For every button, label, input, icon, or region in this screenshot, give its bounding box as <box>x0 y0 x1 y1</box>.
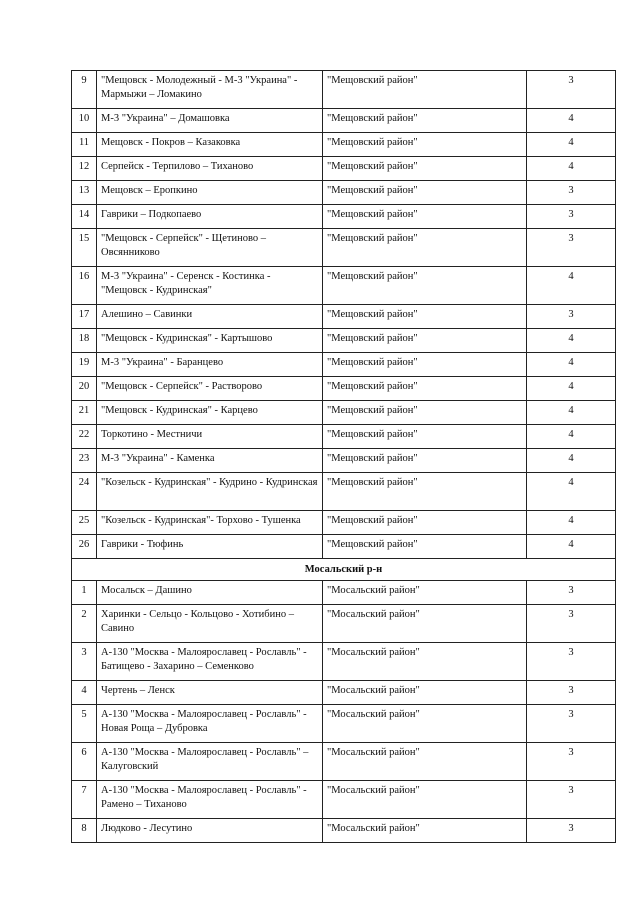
road-category: 3 <box>527 743 616 781</box>
row-number: 4 <box>72 681 97 705</box>
table-body-mosalsk <box>72 581 616 843</box>
table-row <box>72 401 616 425</box>
road-category: 4 <box>527 267 616 305</box>
district-name: "Мещовский район" <box>323 305 527 329</box>
road-category: 4 <box>527 511 616 535</box>
row-number: 25 <box>72 511 97 535</box>
section-title: Мосальский р-н <box>72 559 616 581</box>
road-category: 4 <box>527 329 616 353</box>
road-category: 3 <box>527 681 616 705</box>
table-row <box>72 605 616 643</box>
table-row <box>72 181 616 205</box>
road-category: 3 <box>527 819 616 843</box>
road-name: Мещовск – Еропкино <box>97 181 323 205</box>
row-number: 15 <box>72 229 97 267</box>
row-number: 5 <box>72 705 97 743</box>
table-row <box>72 205 616 229</box>
row-number: 14 <box>72 205 97 229</box>
road-name: М-3 "Украина" - Каменка <box>97 449 323 473</box>
district-name: "Мещовский район" <box>323 267 527 305</box>
row-number: 26 <box>72 535 97 559</box>
district-name: "Мещовский район" <box>323 157 527 181</box>
table-row <box>72 229 616 267</box>
road-name: М-3 "Украина" - Баранцево <box>97 353 323 377</box>
table-row <box>72 819 616 843</box>
table-row <box>72 473 616 511</box>
road-name: Харинки - Сельцо - Кольцово - Хотибино – Савино <box>97 605 323 643</box>
table-body-meshchovsk <box>72 71 616 559</box>
row-number: 2 <box>72 605 97 643</box>
row-number: 18 <box>72 329 97 353</box>
road-category: 3 <box>527 643 616 681</box>
road-category: 3 <box>527 305 616 329</box>
district-name: "Мещовский район" <box>323 449 527 473</box>
table-row <box>72 267 616 305</box>
district-name: "Мосальский район" <box>323 581 527 605</box>
road-category: 4 <box>527 449 616 473</box>
table-row <box>72 743 616 781</box>
road-name: Алешино – Савинки <box>97 305 323 329</box>
road-name: Людково - Лесутино <box>97 819 323 843</box>
row-number: 20 <box>72 377 97 401</box>
district-name: "Мосальский район" <box>323 643 527 681</box>
road-name: А-130 "Москва - Малоярославец - Рославль" - Новая Роща – Дубровка <box>97 705 323 743</box>
table-row <box>72 377 616 401</box>
road-category: 4 <box>527 377 616 401</box>
road-category: 3 <box>527 705 616 743</box>
roads-table <box>71 70 616 843</box>
road-name: Гаврики - Тюфинь <box>97 535 323 559</box>
district-name: "Мещовский район" <box>323 133 527 157</box>
row-number: 8 <box>72 819 97 843</box>
row-number: 11 <box>72 133 97 157</box>
road-name: "Мещовск - Молодежный - М-3 "Украина" - Мармыжи – Ломакино <box>97 71 323 109</box>
row-number: 21 <box>72 401 97 425</box>
road-name: "Мещовск - Серпейск" - Растворово <box>97 377 323 401</box>
table-row <box>72 705 616 743</box>
row-number: 9 <box>72 71 97 109</box>
road-name: А-130 "Москва - Малоярославец - Рославль" - Батищево - Захарино – Семенково <box>97 643 323 681</box>
road-name: Чертень – Ленск <box>97 681 323 705</box>
table-row <box>72 71 616 109</box>
road-category: 3 <box>527 205 616 229</box>
district-name: "Мещовский район" <box>323 473 527 511</box>
table-row <box>72 329 616 353</box>
row-number: 19 <box>72 353 97 377</box>
row-number: 23 <box>72 449 97 473</box>
row-number: 6 <box>72 743 97 781</box>
table-row <box>72 581 616 605</box>
road-category: 3 <box>527 605 616 643</box>
road-category: 4 <box>527 353 616 377</box>
section-header-row <box>72 559 616 581</box>
road-category: 3 <box>527 71 616 109</box>
district-name: "Мещовский район" <box>323 109 527 133</box>
road-category: 3 <box>527 181 616 205</box>
district-name: "Мещовский район" <box>323 535 527 559</box>
table-row <box>72 157 616 181</box>
district-name: "Мещовский район" <box>323 181 527 205</box>
district-name: "Мещовский район" <box>323 353 527 377</box>
district-name: "Мосальский район" <box>323 705 527 743</box>
table-row <box>72 425 616 449</box>
road-category: 3 <box>527 781 616 819</box>
district-name: "Мещовский район" <box>323 511 527 535</box>
road-name: "Мещовск - Кудринская" - Карцево <box>97 401 323 425</box>
district-name: "Мосальский район" <box>323 781 527 819</box>
table-row <box>72 681 616 705</box>
road-name: А-130 "Москва - Малоярославец - Рославль" - Рамено – Тиханово <box>97 781 323 819</box>
road-name: "Мещовск - Серпейск" - Щетиново – Овсянниково <box>97 229 323 267</box>
road-category: 4 <box>527 157 616 181</box>
district-name: "Мосальский район" <box>323 743 527 781</box>
table-row <box>72 511 616 535</box>
table-row <box>72 781 616 819</box>
table-row <box>72 305 616 329</box>
road-category: 4 <box>527 473 616 511</box>
road-name: Торкотино - Местничи <box>97 425 323 449</box>
row-number: 1 <box>72 581 97 605</box>
row-number: 16 <box>72 267 97 305</box>
road-name: М-3 "Украина" – Домашовка <box>97 109 323 133</box>
row-number: 12 <box>72 157 97 181</box>
road-category: 4 <box>527 425 616 449</box>
table-row <box>72 133 616 157</box>
road-category: 4 <box>527 133 616 157</box>
section-header-body <box>72 559 616 581</box>
row-number: 24 <box>72 473 97 511</box>
district-name: "Мещовский район" <box>323 71 527 109</box>
district-name: "Мосальский район" <box>323 605 527 643</box>
district-name: "Мещовский район" <box>323 229 527 267</box>
road-name: Мосальск – Дашино <box>97 581 323 605</box>
road-name: Серпейск - Терпилово – Тиханово <box>97 157 323 181</box>
road-category: 4 <box>527 109 616 133</box>
road-name: "Мещовск - Кудринская" - Картышово <box>97 329 323 353</box>
road-category: 3 <box>527 581 616 605</box>
table-row <box>72 353 616 377</box>
row-number: 17 <box>72 305 97 329</box>
road-name: "Козельск - Кудринская"- Торхово - Тушенка <box>97 511 323 535</box>
row-number: 10 <box>72 109 97 133</box>
road-category: 4 <box>527 401 616 425</box>
road-category: 4 <box>527 535 616 559</box>
road-name: Гаврики – Подкопаево <box>97 205 323 229</box>
road-category: 3 <box>527 229 616 267</box>
road-name: "Козельск - Кудринская" - Кудрино - Кудринская <box>97 473 323 511</box>
row-number: 7 <box>72 781 97 819</box>
table-row <box>72 449 616 473</box>
district-name: "Мещовский район" <box>323 401 527 425</box>
district-name: "Мещовский район" <box>323 329 527 353</box>
district-name: "Мещовский район" <box>323 205 527 229</box>
district-name: "Мосальский район" <box>323 819 527 843</box>
road-name: А-130 "Москва - Малоярославец - Рославль" – Калуговский <box>97 743 323 781</box>
table-row <box>72 109 616 133</box>
road-name: Мещовск - Покров – Казаковка <box>97 133 323 157</box>
table-row <box>72 643 616 681</box>
row-number: 3 <box>72 643 97 681</box>
district-name: "Мещовский район" <box>323 425 527 449</box>
table-row <box>72 535 616 559</box>
district-name: "Мещовский район" <box>323 377 527 401</box>
district-name: "Мосальский район" <box>323 681 527 705</box>
row-number: 13 <box>72 181 97 205</box>
road-name: М-3 "Украина" - Серенск - Костинка - "Мещовск - Кудринская" <box>97 267 323 305</box>
row-number: 22 <box>72 425 97 449</box>
